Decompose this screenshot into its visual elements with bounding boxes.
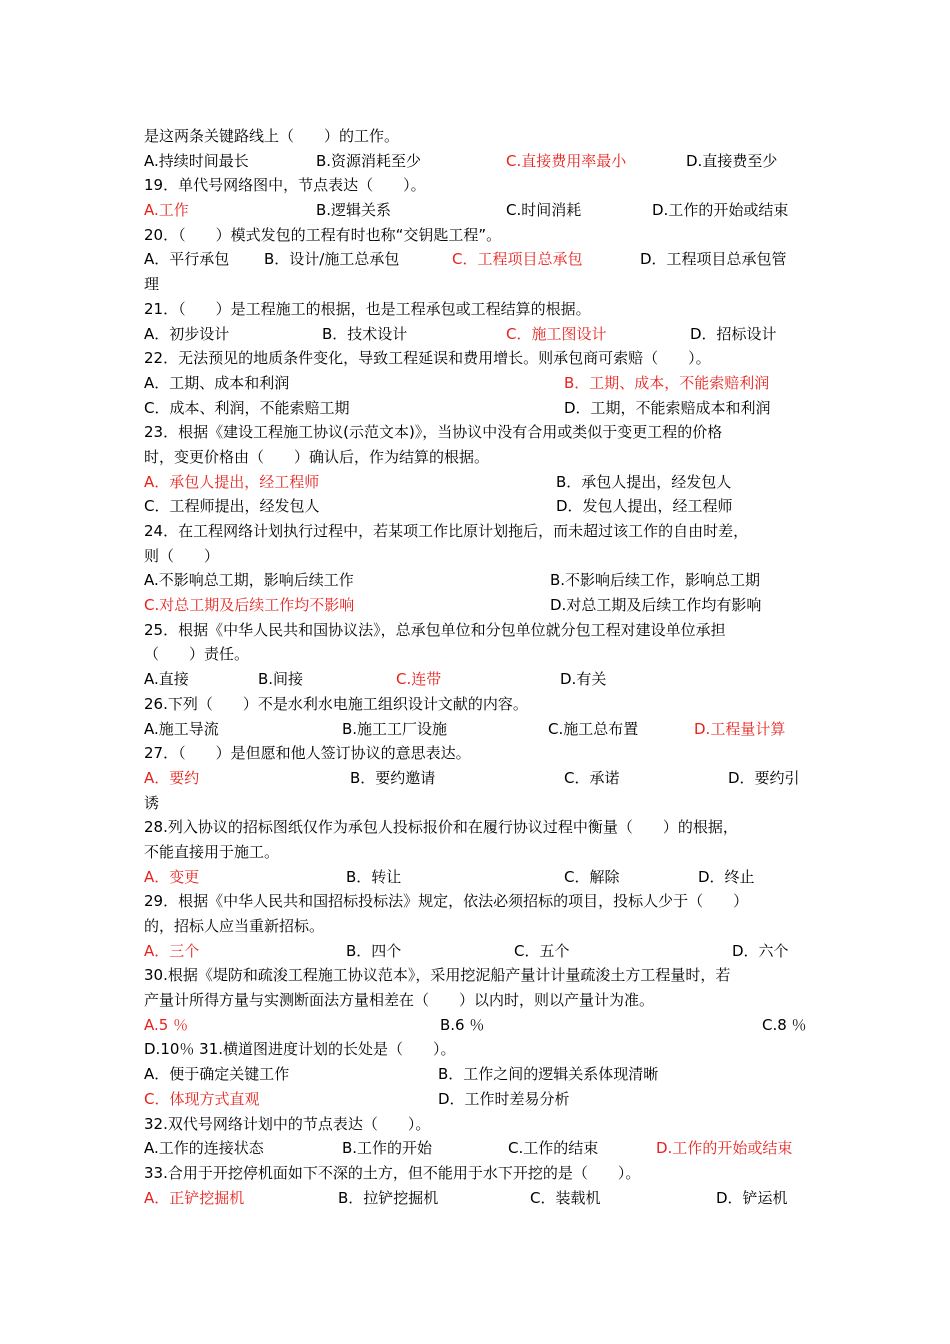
question-stem-cont: 时，变更价格由（ ）确认后，作为结算的根据。 <box>144 447 490 466</box>
text-line <box>144 642 814 667</box>
option-d: D.有关 <box>560 670 607 689</box>
option-b: B．转让 <box>346 867 402 886</box>
option-c: C．承诺 <box>564 768 620 787</box>
option-b: B．承包人提出，经发包人 <box>556 472 732 491</box>
text-line <box>144 124 814 149</box>
question-stem-cont: 不能直接用于施工。 <box>144 842 280 861</box>
option-d: D．工期，不能索赔成本和利润 <box>564 398 771 417</box>
option-a: A.工作的连接状态 <box>144 1139 264 1158</box>
option-b: B.不影响后续工作，影响总工期 <box>550 571 761 590</box>
option-d: D.直接费至少 <box>686 151 778 170</box>
option-c: C．装载机 <box>530 1188 601 1207</box>
option-b: B.资源消耗至少 <box>316 151 422 170</box>
text-line <box>144 1161 814 1186</box>
options-line <box>144 766 814 791</box>
question-stem: 22．无法预见的地质条件变化，导致工程延误和费用增长。则承包商可索赔（ ）。 <box>144 349 711 368</box>
option-b: B.间接 <box>258 670 304 689</box>
text-line <box>144 519 814 544</box>
option-b: B．技术设计 <box>322 324 408 343</box>
option-c: C.工作的结束 <box>508 1139 599 1158</box>
options-line <box>144 247 814 272</box>
option-a-answer: A．承包人提出，经工程师 <box>144 472 320 491</box>
option-c-answer: C.直接费用率最小 <box>506 151 627 170</box>
option-b: B．工作之间的逻辑关系体现清晰 <box>438 1065 659 1084</box>
text-line <box>144 223 814 248</box>
option-b: B．设计/施工总承包 <box>264 250 400 269</box>
option-a-answer: A．要约 <box>144 768 200 787</box>
option-c: C.8 ％ <box>762 1015 807 1034</box>
options-line <box>144 1013 814 1038</box>
text-line <box>144 420 814 445</box>
question-stem: 21．（ ）是工程施工的根据，也是工程承包或工程结算的根据。 <box>144 299 591 318</box>
options-line <box>144 494 814 519</box>
options-line <box>144 1136 814 1161</box>
text-line <box>144 889 814 914</box>
option-c: C．五个 <box>514 941 570 960</box>
options-line <box>144 149 814 174</box>
option-b: B.施工工厂设施 <box>342 719 448 738</box>
question-stem: 25．根据《中华人民共和国协议法》，总承包单位和分包单位就分包工程对建设单位承担 <box>144 620 726 639</box>
question-stem: 26.下列（ ）不是水利水电施工组织设计文献的内容。 <box>144 694 528 713</box>
option-a: A．便于确定关键工作 <box>144 1065 290 1084</box>
text-line <box>144 544 814 569</box>
options-line <box>144 371 814 396</box>
question-stem: 20．（ ）模式发包的工程有时也称“交钥匙工程”。 <box>144 225 502 244</box>
question-stem: 29．根据《中华人民共和国招标投标法》规定，依法必须招标的项目，投标人少于（ ） <box>144 892 749 911</box>
option-a: A.持续时间最长 <box>144 151 249 170</box>
text-line <box>144 1037 814 1062</box>
option-continuation: 理 <box>144 275 160 294</box>
options-line <box>144 865 814 890</box>
options-line <box>144 593 814 618</box>
option-c-answer: C．施工图设计 <box>506 324 607 343</box>
text-line <box>144 692 814 717</box>
option-d-and-question-31: D.10％ 31.横道图进度计划的长处是（ ）。 <box>144 1040 456 1059</box>
option-c-answer: C．工程项目总承包 <box>452 250 583 269</box>
text-line <box>144 815 814 840</box>
option-c: C．工程师提出，经发包人 <box>144 497 320 516</box>
option-b: B.逻辑关系 <box>316 201 392 220</box>
options-line <box>144 939 814 964</box>
document-page <box>144 124 814 1210</box>
text-line <box>144 297 814 322</box>
option-a: A．工期、成本和利润 <box>144 373 290 392</box>
options-line <box>144 667 814 692</box>
question-stem: 28.列入协议的招标图纸仅作为承包人投标报价和在履行协议过程中衡量（ ）的根据， <box>144 818 738 837</box>
question-stem: 24．在工程网络计划执行过程中，若某项工作比原计划拖后，而未超过该工作的自由时差， <box>144 522 749 540</box>
option-a: A．初步设计 <box>144 324 230 343</box>
text-line <box>144 618 814 643</box>
option-c: C．解除 <box>564 867 620 886</box>
text-line <box>144 1112 814 1137</box>
option-b: B.6 ％ <box>440 1015 485 1034</box>
text-line <box>144 988 814 1013</box>
text-line <box>144 791 814 816</box>
option-a-answer: A．三个 <box>144 941 200 960</box>
option-b: B．要约邀请 <box>350 768 436 787</box>
text-line <box>144 741 814 766</box>
option-a: A．平行承包 <box>144 250 230 269</box>
option-a: A.不影响总工期，影响后续工作 <box>144 571 354 590</box>
question-stem-cont: 则（ ） <box>144 546 220 565</box>
options-line <box>144 396 814 421</box>
option-d: D．发包人提出，经工程师 <box>556 497 733 516</box>
options-line <box>144 568 814 593</box>
option-b-answer: B．工期、成本，不能索赔利润 <box>564 373 770 392</box>
question-stem-cont: 的，招标人应当重新招标。 <box>144 917 325 935</box>
question-stem-cont: （ ）责任。 <box>144 645 250 664</box>
option-c: C.时间消耗 <box>506 201 582 220</box>
question-stem: 23．根据《建设工程施工协议(示范文本)》，当协议中没有合用或类似于变更工程的价格 <box>144 423 723 442</box>
option-c: C.施工总布置 <box>548 719 639 738</box>
question-stem: 是这两条关键路线上（ ）的工作。 <box>144 127 400 145</box>
text-line <box>144 840 814 865</box>
text-line <box>144 914 814 939</box>
option-a-answer: A．正铲挖掘机 <box>144 1188 245 1207</box>
option-d: D.工作的开始或结束 <box>652 201 789 220</box>
options-line <box>144 717 814 742</box>
option-d: D．六个 <box>732 941 789 960</box>
option-c-answer: C.对总工期及后续工作均不影响 <box>144 596 355 615</box>
text-line <box>144 272 814 297</box>
text-line <box>144 445 814 470</box>
option-d: D．工程项目总承包管 <box>640 250 787 269</box>
question-stem: 27．（ ）是但愿和他人签订协议的意思表达。 <box>144 744 471 763</box>
option-d: D.对总工期及后续工作均有影响 <box>550 596 762 615</box>
option-c-answer: C．体现方式直观 <box>144 1089 260 1108</box>
option-d-answer: D.工程量计算 <box>694 719 786 738</box>
options-line <box>144 1087 814 1112</box>
option-b: B．拉铲挖掘机 <box>338 1188 439 1207</box>
option-continuation: 诱 <box>144 793 160 812</box>
question-stem: 30.根据《堤防和疏浚工程施工协议范本》，采用挖泥船产量计计量疏浚土方工程量时，若 <box>144 966 731 985</box>
option-c: C．成本、利润，不能索赔工期 <box>144 398 350 417</box>
option-b: B.工作的开始 <box>342 1139 433 1158</box>
options-line <box>144 1062 814 1087</box>
text-line <box>144 346 814 371</box>
option-a-answer: A.5 ％ <box>144 1015 189 1034</box>
options-line <box>144 198 814 223</box>
question-stem: 33.合用于开挖停机面如下不深的土方，但不能用于水下开挖的是（ ）。 <box>144 1163 641 1182</box>
option-a-answer: A.工作 <box>144 201 189 220</box>
options-line <box>144 322 814 347</box>
option-d: D．招标设计 <box>690 324 777 343</box>
option-a-answer: A．变更 <box>144 867 200 886</box>
option-d: D．要约引 <box>728 768 800 787</box>
question-stem: 19．单代号网络图中，节点表达（ ）。 <box>144 176 426 195</box>
text-line <box>144 173 814 198</box>
options-line <box>144 470 814 495</box>
option-d: D．工作时差易分析 <box>438 1089 570 1108</box>
text-line <box>144 963 814 988</box>
option-d: D．铲运机 <box>716 1188 788 1207</box>
option-a: A.施工导流 <box>144 719 219 738</box>
option-b: B．四个 <box>346 941 402 960</box>
option-a: A.直接 <box>144 670 189 689</box>
question-stem: 32.双代号网络计划中的节点表达（ ）。 <box>144 1114 431 1133</box>
options-line <box>144 1186 814 1211</box>
question-stem-cont: 产量计所得方量与实测断面法方量相差在（ ）以内时，则以产量计为准。 <box>144 991 655 1010</box>
option-d-answer: D.工作的开始或结束 <box>656 1139 793 1158</box>
option-d: D．终止 <box>698 867 755 886</box>
option-c-answer: C.连带 <box>396 670 442 689</box>
